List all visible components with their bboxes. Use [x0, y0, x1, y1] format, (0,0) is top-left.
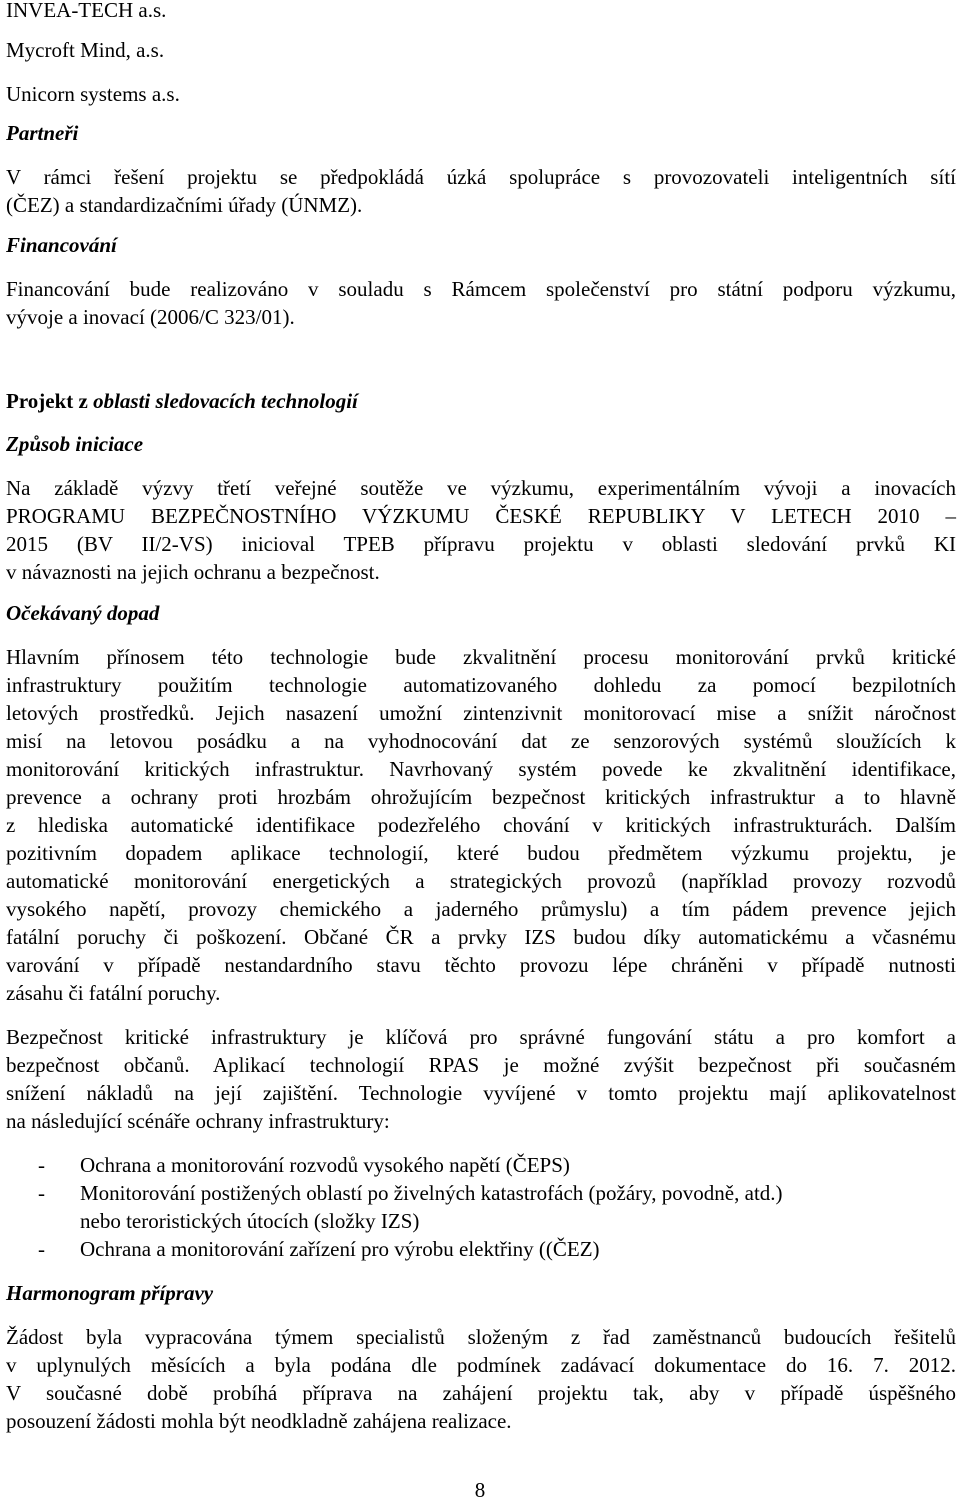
paragraph-line: Bezpečnost kritické infrastruktury je klíčová pro správné fungování státu a pro komfort a — [6, 1025, 956, 1049]
section-heading-dopad: Očekávaný dopad — [6, 601, 160, 625]
paragraph-line: bezpečnost občanů. Aplikací technologií RPAS je možné zvýšit bezpečnost při současném — [6, 1053, 956, 1077]
paragraph-line: zásahu či fatální poruchy. — [6, 981, 221, 1005]
paragraph-line: 2015 (BV II/2-VS) inicioval TPEB přípravu projektu v oblasti sledování prvků KI — [6, 532, 956, 556]
paragraph-line: letových prostředků. Jejich nasazení umožní zintenzivnit monitorovací mise a snížit náročnost — [6, 701, 956, 725]
paragraph-line: vývoje a inovací (2006/C 323/01). — [6, 305, 295, 329]
bullet-item: Ochrana a monitorování rozvodů vysokého napětí (ČEPS) — [80, 1153, 570, 1177]
org-name: INVEA-TECH a.s. — [6, 0, 167, 22]
paragraph-line: Žádost byla vypracována týmem specialistů složeným z řad zaměstnanců budoucích řešitelů — [6, 1325, 956, 1349]
paragraph-line: v uplynulých měsících a byla podána dle podmínek zadávací dokumentace do 16. 7. 2012. — [6, 1353, 956, 1377]
section-heading-financovani: Financování — [6, 233, 117, 257]
project-title-prefix: Projekt z — [6, 389, 94, 413]
section-heading-zpusob: Způsob iniciace — [6, 432, 144, 456]
paragraph-line: fatální poruchy či poškození. Občané ČR a prvky IZS budou díky automatickému a včasnému — [6, 925, 956, 949]
section-heading-partneri: Partneři — [6, 121, 79, 145]
section-heading-harmonogram: Harmonogram přípravy — [6, 1281, 214, 1305]
paragraph-line: PROGRAMU BEZPEČNOSTNÍHO VÝZKUMU ČESKÉ REPUBLIKY V LETECH 2010 – — [6, 504, 956, 528]
paragraph-line: Hlavním přínosem této technologie bude zkvalitnění procesu monitorování prvků kritické — [6, 645, 956, 669]
org-name: Mycroft Mind, a.s. — [6, 38, 165, 62]
bullet-dash: - — [38, 1237, 45, 1261]
paragraph-line: varování v případě nestandardního stavu těchto provozu lépe chráněni v případě nutnosti — [6, 953, 956, 977]
paragraph-line: infrastruktury použitím technologie automatizovaného dohledu za pomocí bezpilotních — [6, 673, 956, 697]
bullet-item: Ochrana a monitorování zařízení pro výrobu elektřiny ((ČEZ) — [80, 1237, 600, 1261]
paragraph-line: Na základě výzvy třetí veřejné soutěže ve výzkumu, experimentálním vývoji a inovacích — [6, 476, 956, 500]
paragraph-line: na následující scénáře ochrany infrastruktury: — [6, 1109, 390, 1133]
bullet-item: Monitorování postižených oblastí po živelných katastrofách (požáry, povodně, atd.) — [80, 1181, 783, 1205]
paragraph-line: posouzení žádosti mohla být neodkladně zahájena realizace. — [6, 1409, 512, 1433]
paragraph-line: v návaznosti na jejich ochranu a bezpečnost. — [6, 560, 380, 584]
bullet-item-continuation: nebo teroristických útocích (složky IZS) — [80, 1209, 420, 1233]
paragraph-line: vysokého napětí, provozy chemického a jaderného průmyslu) a tím pádem prevence jejich — [6, 897, 956, 921]
paragraph-line: misí na letovou posádku a na vyhodnocování dat ze senzorových systémů sloužících k — [6, 729, 956, 753]
paragraph-line: V současné době probíhá příprava na zahájení projektu tak, aby v případě úspěšného — [6, 1381, 956, 1405]
project-title — [6, 387, 956, 415]
paragraph-line: snížení nákladů na její zajištění. Technologie vyvíjené v tomto projektu mají aplikovatelnost — [6, 1081, 956, 1105]
paragraph-line: Financování bude realizováno v souladu s Rámcem společenství pro státní podporu výzkumu, — [6, 277, 956, 301]
org-name: Unicorn systems a.s. — [6, 82, 180, 106]
paragraph-line: pozitivním dopadem aplikace technologií, které budou předmětem výzkumu projektu, je — [6, 841, 956, 865]
project-title-italic: oblasti sledovacích technologií — [93, 389, 358, 413]
paragraph-line: z hlediska automatické identifikace podezřelého chování v kritických infrastrukturách. Dalším — [6, 813, 956, 837]
paragraph-line: automatické monitorování energetických a strategických provozů (například provozy rozvodů — [6, 869, 956, 893]
page-number: 8 — [474, 1478, 486, 1502]
paragraph-line: (ČEZ) a standardizačními úřady (ÚNMZ). — [6, 193, 363, 217]
bullet-dash: - — [38, 1153, 45, 1177]
paragraph-line: V rámci řešení projektu se předpokládá úzká spolupráce s provozovateli inteligentních sítí — [6, 165, 956, 189]
paragraph-line: prevence a ochrany proti hrozbám ohrožujícím bezpečnost kritických infrastruktur a to hlavně — [6, 785, 956, 809]
bullet-dash: - — [38, 1181, 45, 1205]
paragraph-line: monitorování kritických infrastruktur. Navrhovaný systém povede ke zkvalitnění identifikace, — [6, 757, 956, 781]
